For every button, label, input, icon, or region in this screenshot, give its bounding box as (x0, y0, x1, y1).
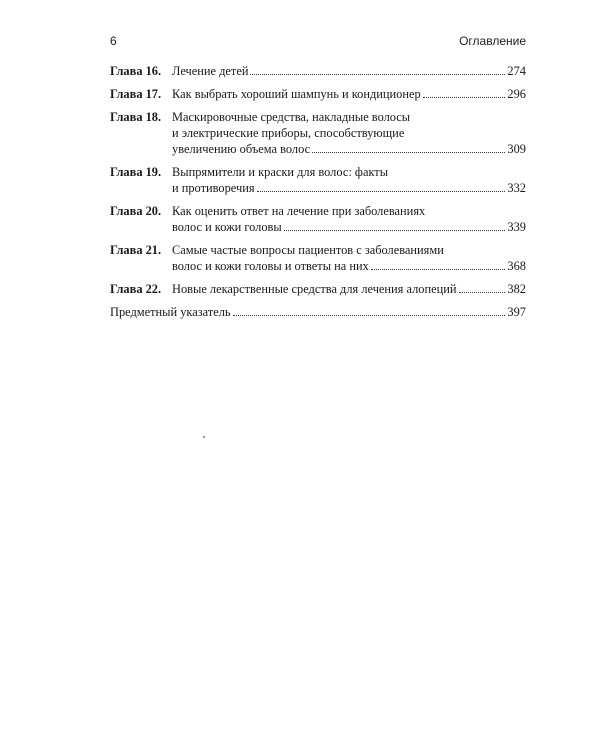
toc-page-number: 274 (507, 64, 526, 78)
toc-page-number: 339 (507, 220, 526, 234)
toc-page-number: 368 (507, 259, 526, 273)
toc-entry-chapter-18[interactable] (110, 109, 526, 157)
toc-chapter-title-line: волос и кожи головы (172, 220, 282, 234)
toc-chapter-label: Глава 22. (110, 282, 162, 296)
page-number: 6 (110, 34, 117, 48)
toc-entry-chapter-20[interactable] (110, 203, 526, 235)
toc-chapter-title: Новые лекарственные средства для лечения алопеций (172, 282, 457, 296)
dot-leader (284, 230, 506, 231)
section-title: Оглавление (459, 34, 526, 48)
dot-leader (371, 269, 506, 270)
toc-chapter-label: Глава 20. (110, 204, 162, 218)
toc-entry-subject-index[interactable] (110, 304, 526, 320)
toc-chapter-title-line: и электрические приборы, способствующие (172, 126, 405, 140)
toc-index-title: Предметный указатель (110, 305, 231, 319)
toc-page-number: 332 (507, 181, 526, 195)
dot-leader (459, 292, 506, 293)
toc-entry-chapter-17[interactable] (110, 86, 526, 102)
dot-leader (312, 152, 505, 153)
toc-chapter-label: Глава 19. (110, 165, 162, 179)
toc-chapter-title-line: Самые частые вопросы пациентов с заболеваниями (172, 243, 444, 257)
toc-entry-chapter-16[interactable] (110, 63, 526, 79)
toc-chapter-label: Глава 17. (110, 87, 162, 101)
running-head (110, 34, 526, 48)
toc-page-number: 382 (507, 282, 526, 296)
toc-page-number: 309 (507, 142, 526, 156)
toc-entry-chapter-21[interactable] (110, 242, 526, 274)
dot-leader (257, 191, 506, 192)
toc-chapter-title-line: Как оценить ответ на лечение при заболеваниях (172, 204, 426, 218)
toc-chapter-title-line: Выпрямители и краски для волос: факты (172, 165, 389, 179)
toc-chapter-title-line: и противоречия (172, 181, 255, 195)
toc-chapter-label: Глава 18. (110, 110, 162, 124)
toc-chapter-title-line: Маскировочные средства, накладные волосы (172, 110, 411, 124)
toc-chapter-title-line: волос и кожи головы и ответы на них (172, 259, 369, 273)
table-of-contents (110, 63, 526, 327)
toc-chapter-title: Как выбрать хороший шампунь и кондиционер (172, 87, 421, 101)
toc-chapter-label: Глава 21. (110, 243, 162, 257)
toc-chapter-label: Глава 16. (110, 64, 162, 78)
toc-entry-chapter-22[interactable] (110, 281, 526, 297)
dot-leader (250, 74, 505, 75)
toc-chapter-title: Лечение детей (172, 64, 249, 78)
dot-leader (233, 315, 506, 316)
toc-entry-chapter-19[interactable] (110, 164, 526, 196)
toc-page-number: 397 (507, 305, 526, 319)
dot-leader (423, 97, 506, 98)
toc-page-number: 296 (507, 87, 526, 101)
toc-chapter-title-line: увеличению объема волос (172, 142, 311, 156)
